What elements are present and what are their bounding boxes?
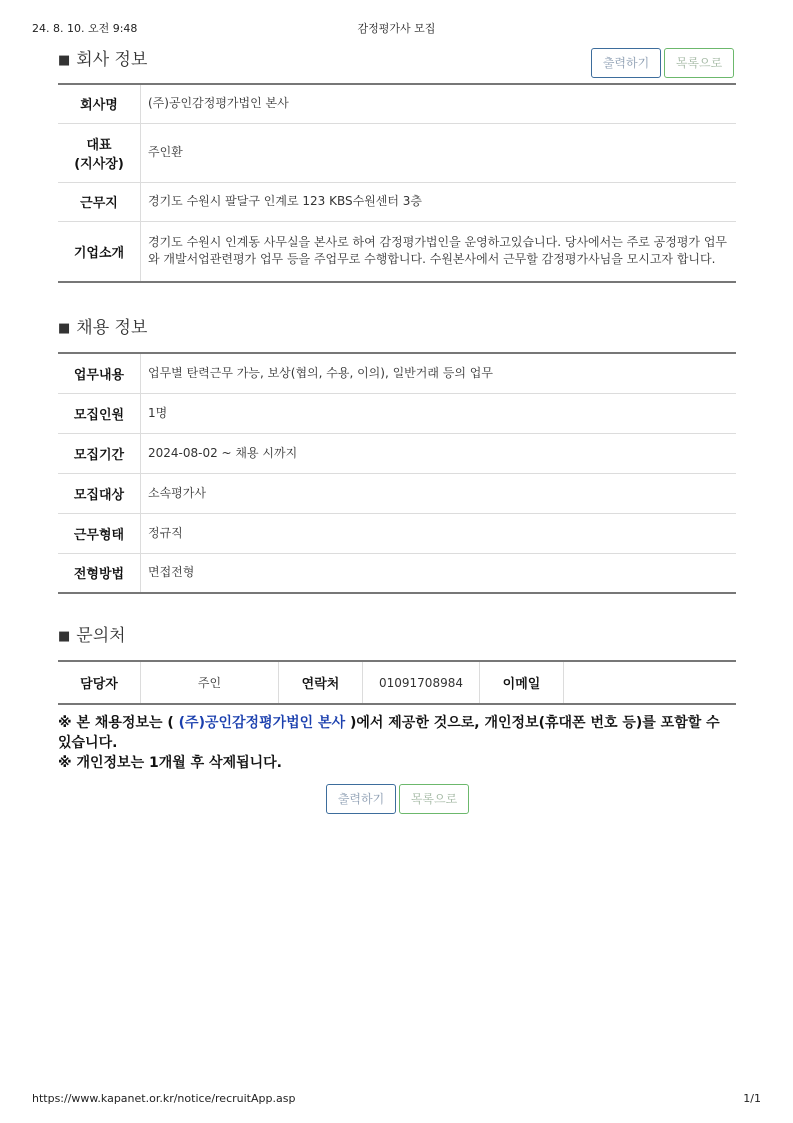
selection-method-label: 전형방법 (58, 553, 141, 593)
employment-type-label: 근무형태 (58, 513, 141, 553)
employment-type-value: 정규직 (141, 513, 737, 553)
recruit-info-section (58, 314, 736, 594)
phone-value: 01091708984 (363, 661, 480, 704)
phone-label: 연락처 (279, 661, 363, 704)
workplace-value: 경기도 수원시 팔달구 인계로 123 KBS수원센터 3층 (141, 182, 737, 221)
contact-title: ■ 문의처 (58, 626, 126, 646)
headcount-label: 모집인원 (58, 393, 141, 433)
contact-table (58, 660, 736, 705)
target-label: 모집대상 (58, 473, 141, 513)
square-bullet-icon: ■ (58, 53, 71, 68)
recruit-info-title: ■ 채용 정보 (58, 318, 148, 338)
representative-label: 대표 (지사장) (58, 123, 141, 182)
representative-value: 주인환 (141, 123, 737, 182)
table-row (58, 433, 736, 473)
table-row (58, 353, 736, 393)
email-value (564, 661, 737, 704)
company-info-table (58, 83, 736, 283)
table-row (58, 513, 736, 553)
company-info-title: ■ 회사 정보 (58, 50, 148, 70)
notice-line-1: ※ 본 채용정보는 ( (주)공인감정평가법인 본사 )에서 제공한 것으로, 개인정보(휴대폰 번호 등)를 포함할 수 있습니다. (58, 715, 720, 751)
manager-value: 주인 (141, 661, 279, 704)
table-row (58, 123, 736, 182)
table-row (58, 182, 736, 221)
recruit-period-value: 2024-08-02 ~ 채용 시까지 (141, 433, 737, 473)
company-info-section (58, 46, 736, 283)
notice-line-2: ※ 개인정보는 1개월 후 삭제됩니다. (58, 755, 282, 771)
table-row (58, 84, 736, 123)
list-button-bottom[interactable]: 목록으로 (399, 784, 469, 814)
company-intro-value: 경기도 수원시 인계동 사무실을 본사로 하여 감정평가법인을 운영하고있습니다. 당사에서는 주로 공정평가 업무와 개발서업관련평가 업무 등을 주업무로 수행합니다. 수원본사에서 근무할 감정평가사님을 모시고자 합니다. (148, 235, 728, 267)
privacy-notice (58, 713, 738, 773)
print-date: 24. 8. 10. 오전 9:48 (32, 22, 138, 35)
company-name-label: 회사명 (58, 84, 141, 123)
email-label: 이메일 (480, 661, 564, 704)
notice-company-name: (주)공인감정평가법인 본사 (178, 715, 346, 731)
list-button-top[interactable]: 목록으로 (664, 48, 734, 78)
page-number: 1/1 (743, 1092, 761, 1105)
print-button-top[interactable]: 출력하기 (591, 48, 661, 78)
print-url: https://www.kapanet.or.kr/notice/recruitApp.asp (32, 1092, 296, 1105)
print-button-bottom[interactable]: 출력하기 (326, 784, 396, 814)
headcount-value: 1명 (141, 393, 737, 433)
contact-section (58, 622, 736, 705)
table-row (58, 661, 736, 704)
company-intro-label: 기업소개 (58, 221, 141, 282)
square-bullet-icon: ■ (58, 629, 71, 644)
table-row (58, 393, 736, 433)
company-name-value: (주)공인감정평가법인 본사 (141, 84, 737, 123)
print-footer (32, 1092, 761, 1108)
workplace-label: 근무지 (58, 182, 141, 221)
print-header (32, 20, 761, 36)
job-description-value: 업무별 탄력근무 가능, 보상(협의, 수용, 이의), 일반거래 등의 업무 (141, 353, 737, 393)
table-row (58, 473, 736, 513)
selection-method-value: 면접전형 (148, 565, 195, 580)
job-description-label: 업무내용 (58, 353, 141, 393)
print-page-title: 감정평가사 모집 (357, 22, 436, 35)
square-bullet-icon: ■ (58, 321, 71, 336)
table-row (58, 221, 736, 282)
target-value: 소속평가사 (141, 473, 737, 513)
manager-label: 담당자 (58, 661, 141, 704)
recruit-info-table (58, 352, 736, 594)
recruit-period-label: 모집기간 (58, 433, 141, 473)
table-row (58, 553, 736, 593)
